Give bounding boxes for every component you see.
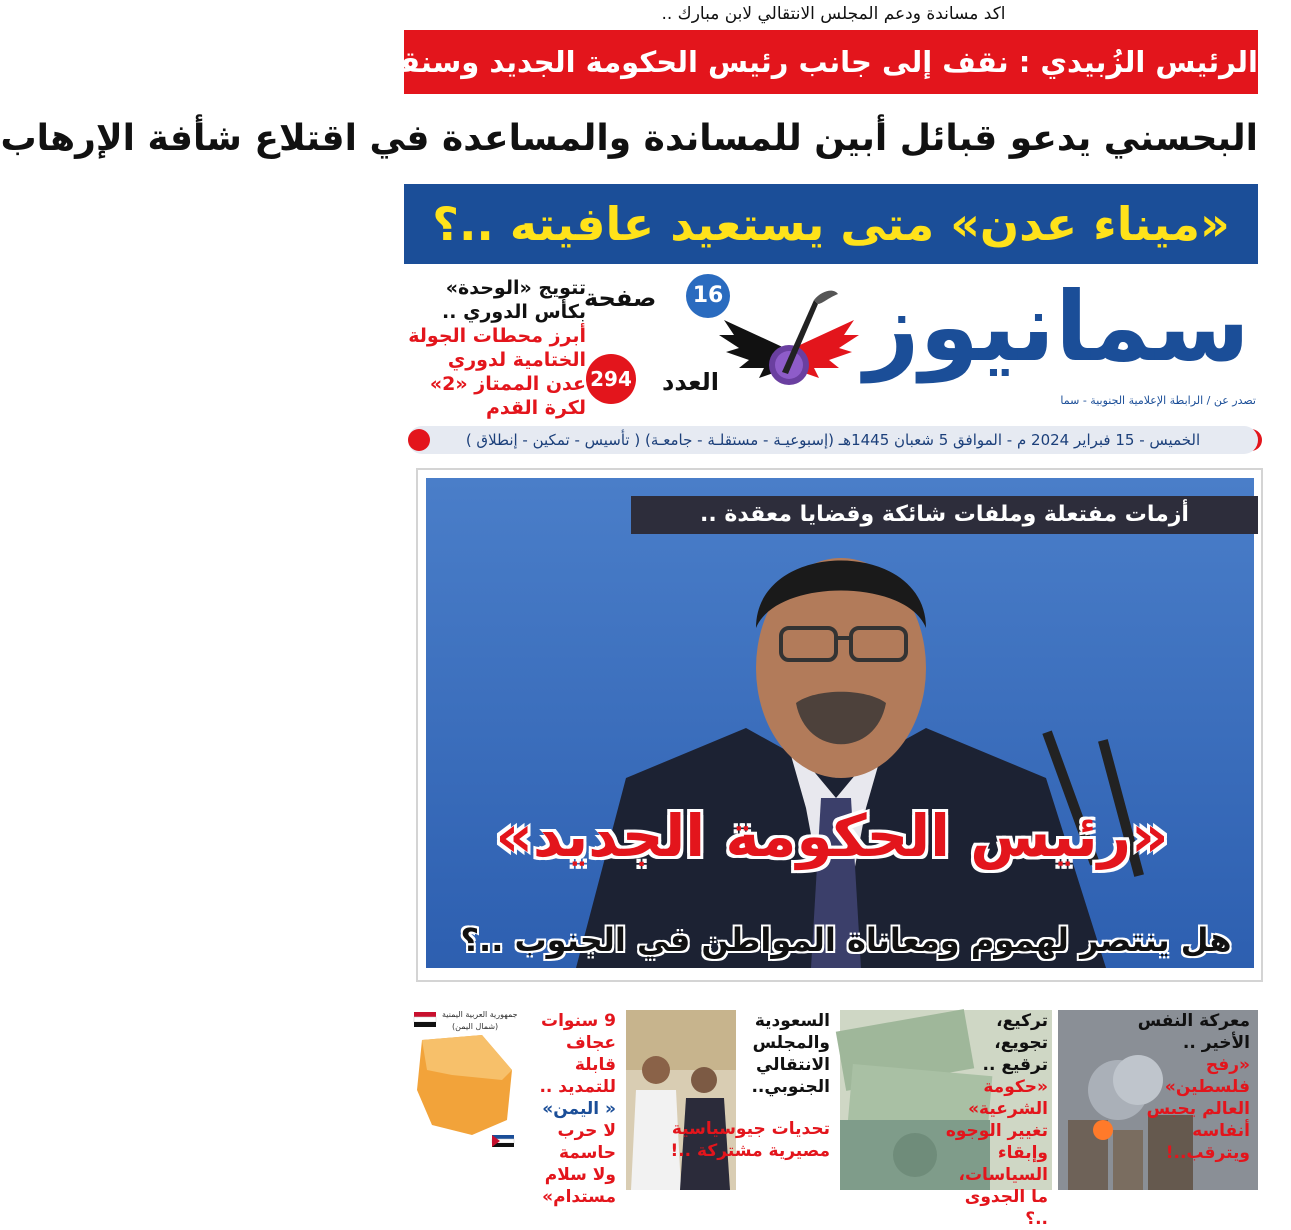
saudi-line-2: والمجلس: [752, 1033, 830, 1053]
main-story-title[interactable]: «رئيس الحكومة الجديد»: [495, 802, 1169, 870]
headline-black[interactable]: البحسني يدعو قبائل أبين للمساندة والمساعدة في اقتلاع شأفة الإرهاب: [0, 118, 1258, 159]
economy-line-1: تركيع، تجويع،: [994, 1011, 1048, 1053]
sports-line-6: لكرة القدم: [485, 397, 586, 419]
issue-label: العدد: [662, 368, 719, 396]
card-saudi[interactable]: [626, 1010, 834, 1190]
yemen-line-2: قابلة للتمديد ..: [539, 1055, 616, 1097]
sports-line-5: عدن الممتاز «2»: [429, 373, 586, 395]
economy-line-5: تغيير الوجوه: [945, 1121, 1048, 1141]
page-label: صفحة: [584, 284, 657, 312]
economy-line-4: الشرعية»: [968, 1099, 1048, 1119]
dateline: الخميس - 15 فبراير 2024 م - الموافق 5 شعبان 1445هـ (إسبوعيـة - مستقلـة - جامعـة) ( تأسيس - تمكين - إنطلاق ): [408, 426, 1258, 454]
page-number-badge: 16: [686, 274, 730, 318]
economy-text: [938, 1010, 1048, 1230]
saudi-line-1: السعودية: [754, 1011, 830, 1031]
gaza-line-3: «رفح فلسطين»: [1164, 1055, 1250, 1097]
yemen-line-5: ولا سلام: [544, 1165, 616, 1185]
economy-line-6: وإبقاء السياسات،: [958, 1143, 1048, 1185]
main-photo[interactable]: [426, 478, 1254, 968]
winged-quill-logo-icon: [714, 280, 864, 410]
yemen-text: [516, 1010, 616, 1208]
gaza-line-1: معركة النفس: [1137, 1011, 1250, 1031]
yemen-map-label-2: (شمال اليمن): [452, 1022, 499, 1031]
yemen-map: [412, 1010, 522, 1190]
yemen-line-6: مستدام»: [542, 1187, 616, 1207]
sports-line-3: أبرز محطات الجولة: [408, 325, 586, 347]
saudi-line-4: الجنوبي..: [751, 1077, 830, 1097]
yemen-line-3: « اليمن»: [542, 1099, 616, 1119]
gaza-line-6: ويترقب..!: [1165, 1143, 1250, 1163]
gaza-line-4: العالم يحبس: [1146, 1099, 1250, 1119]
main-story-tag: أزمات مفتعلة وملفات شائكة وقضايا معقدة ..: [631, 496, 1258, 534]
card-gaza[interactable]: [1058, 1010, 1258, 1190]
headline-red-banner[interactable]: الرئيس الزُبيدي : نقف إلى جانب رئيس الحكومة الجديد وسنقيّم أداءه باستمرار: [404, 30, 1258, 94]
top-line: اكد مساندة ودعم المجلس الانتقالي لابن مبارك ..: [661, 4, 1006, 24]
yemen-map-label-1: جمهورية العربية اليمنية: [442, 1010, 518, 1019]
gaza-text: [1130, 1010, 1250, 1164]
gaza-line-2: الأخير ..: [1182, 1033, 1250, 1053]
saudi-line-6: مصيرية مشتركة ..!: [670, 1141, 830, 1161]
sports-line-1: تتويج «الوحدة»: [445, 277, 586, 299]
masthead-title[interactable]: سمانيوز: [864, 271, 1250, 383]
economy-line-3: «حكومة: [983, 1077, 1048, 1097]
card-yemen[interactable]: [412, 1010, 620, 1207]
sports-line-2: بكأس الدوري ..: [442, 301, 586, 323]
sports-teaser[interactable]: [406, 276, 586, 420]
saudi-text: [630, 1010, 830, 1162]
economy-line-2: ترقيع ..: [982, 1055, 1048, 1075]
gaza-line-5: أنفاسه: [1192, 1121, 1250, 1141]
card-economy[interactable]: [840, 1010, 1052, 1229]
issue-number-badge: 294: [586, 354, 636, 404]
yemen-line-4: لا حرب حاسمة: [557, 1121, 616, 1163]
dateline-dot-left-icon: [408, 429, 430, 451]
masthead-subtitle: تصدر عن / الرابطة الإعلامية الجنوبية - سما: [1060, 394, 1256, 407]
saudi-line-3: الانتقالي: [755, 1055, 830, 1075]
sports-line-4: الختامية لدوري: [447, 349, 586, 371]
headline-blue-banner[interactable]: «ميناء عدن» متى يستعيد عافيته ..؟: [404, 184, 1258, 264]
yemen-line-1: 9 سنوات عجاف: [541, 1011, 616, 1053]
saudi-line-5: تحديات جيوسياسية: [671, 1119, 830, 1139]
main-story-subtitle[interactable]: هل ينتصر لهموم ومعاناة المواطن في الجنوب ..؟: [460, 921, 1232, 959]
economy-line-7: ما الجدوى ..؟: [964, 1187, 1048, 1229]
